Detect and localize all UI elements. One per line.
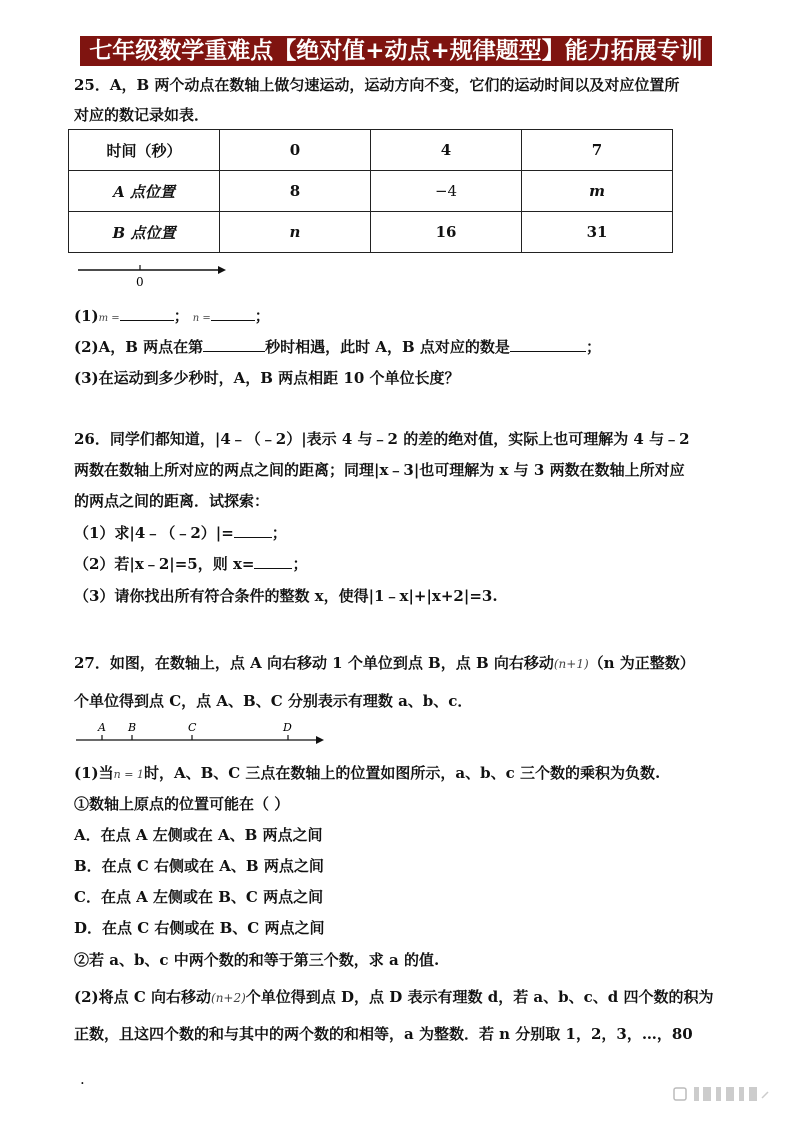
table-cell: 时间（秒） [69,130,220,171]
table-cell: 7 [522,130,673,171]
q26-part1 [74,522,287,543]
table-cell: −4 [371,171,522,212]
answer-blank-26-2[interactable] [254,554,292,569]
axis-zero-label: 0 [136,275,144,289]
q27-part2 [74,986,713,1007]
q27-part2-a: (2)将点 C 向右移动 [74,988,212,1006]
q27-part1 [74,762,660,783]
answer-blank-time[interactable] [203,337,265,352]
option-a[interactable]: A．在点 A 左侧或在 A、B 两点之间 [74,826,323,844]
q27-part2-b: 个单位得到点 D，点 D 表示有理数 d，若 a、b、c、d 四个数的积为 [245,988,714,1006]
q27-part2-line2: 正数，且这四个数的和与其中的两个数的和相等，a 为整数．若 n 分别取 1，2，3，…，80 [74,1025,693,1043]
q26-line1: 26．同学们都知道，|4﹣（﹣2）|表示 4 与﹣2 的差的绝对值，实际上也可理解为 4 与﹣2 [74,430,690,448]
q26-part2-a: （2）若|x﹣2|=5，则 x= [74,555,255,573]
table-cell: 8 [220,171,371,212]
q25-sep: ； [173,307,189,325]
q25-part1-num: (1) [74,307,99,325]
q25-part2-end: ； [585,338,601,356]
q26-part1-end: ； [271,524,287,542]
page-banner: 七年级数学重难点【绝对值+动点+规律题型】能力拓展专训 [80,36,712,66]
answer-blank-26-1[interactable] [234,523,272,538]
q27-sub2: ②若 a、b、c 中两个数的和等于第三个数，求 a 的值. [74,951,440,969]
watermark-bars-icon [672,1084,772,1104]
table-cell: 0 [220,130,371,171]
q26-part3: （3）请你找出所有符合条件的整数 x，使得|1﹣x|+|x+2|=3. [74,587,498,605]
q27-line1-b: （n 为正整数） [588,654,695,672]
axis-label-d: D [283,721,292,734]
q27-expr-n2: (n+2) [211,991,246,1005]
q25-line1: 25．A，B 两个动点在数轴上做匀速运动，运动方向不变，它们的运动时间以及对应位置所 [74,76,680,94]
q25-part1 [74,305,270,326]
table-cell: m [522,171,673,212]
table-row [69,171,673,212]
q25-part2-b: 秒时相遇，此时 A，B 点对应的数是 [265,338,510,356]
q25-number-line [74,262,234,292]
q27-number-line [74,716,334,750]
q27-sub1: ①数轴上原点的位置可能在（ ） [74,795,290,813]
option-c[interactable]: C．在点 A 左侧或在 B、C 两点之间 [74,888,324,906]
q27-line1 [74,652,695,673]
q25-part3: (3)在运动到多少秒时，A，B 两点相距 10 个单位长度？ [74,369,460,387]
option-b[interactable]: B．在点 C 右侧或在 A、B 两点之间 [74,857,324,875]
q25-end: ； [254,307,270,325]
axis-label-a: A [98,721,106,734]
q26-line3: 的两点之间的距离．试探索： [74,492,270,510]
q27-expr-n-eq-1: n = 1 [113,768,144,781]
table-cell: n [220,212,371,253]
table-cell: A 点位置 [69,171,220,212]
q25-part2 [74,336,601,357]
q26-part1-a: （1）求|4﹣（﹣2）|= [74,524,234,542]
table-cell: B 点位置 [69,212,220,253]
q25-record-table [68,129,673,253]
q27-line2: 个单位得到点 C，点 A、B、C 分别表示有理数 a、b、c． [74,692,473,710]
q25-m-label: m = [98,313,120,324]
table-row [69,130,673,171]
q26-part2 [74,553,308,574]
option-d[interactable]: D．在点 C 右侧或在 B、C 两点之间 [74,919,325,937]
stray-dot: . [80,1070,85,1088]
axis-label-b: B [128,721,137,734]
answer-blank-number[interactable] [510,337,586,352]
q27-line1-a: 27．如图，在数轴上，点 A 向右移动 1 个单位到点 B，点 B 向右移动 [74,654,554,672]
q27-part1-b: 时，A、B、C 三点在数轴上的位置如图所示，a、b、c 三个数的乘积为负数. [143,764,661,782]
answer-blank-n[interactable] [211,306,255,321]
q25-n-label: n = [192,313,211,324]
q26-part2-end: ； [292,555,308,573]
axis-label-c: C [188,721,197,734]
q25-line2: 对应的数记录如表． [74,106,210,124]
table-cell: 31 [522,212,673,253]
table-cell: 4 [371,130,522,171]
q25-part2-a: (2)A，B 两点在第 [74,338,204,356]
answer-blank-m[interactable] [120,306,174,321]
table-cell: 16 [371,212,522,253]
table-row [69,212,673,253]
q27-part1-a: (1)当 [74,764,114,782]
q27-expr-n1: (n+1) [553,657,589,671]
q26-line2: 两数在数轴上所对应的两点之间的距离；同理|x﹣3|也可理解为 x 与 3 两数在数轴上所对应 [74,461,685,479]
